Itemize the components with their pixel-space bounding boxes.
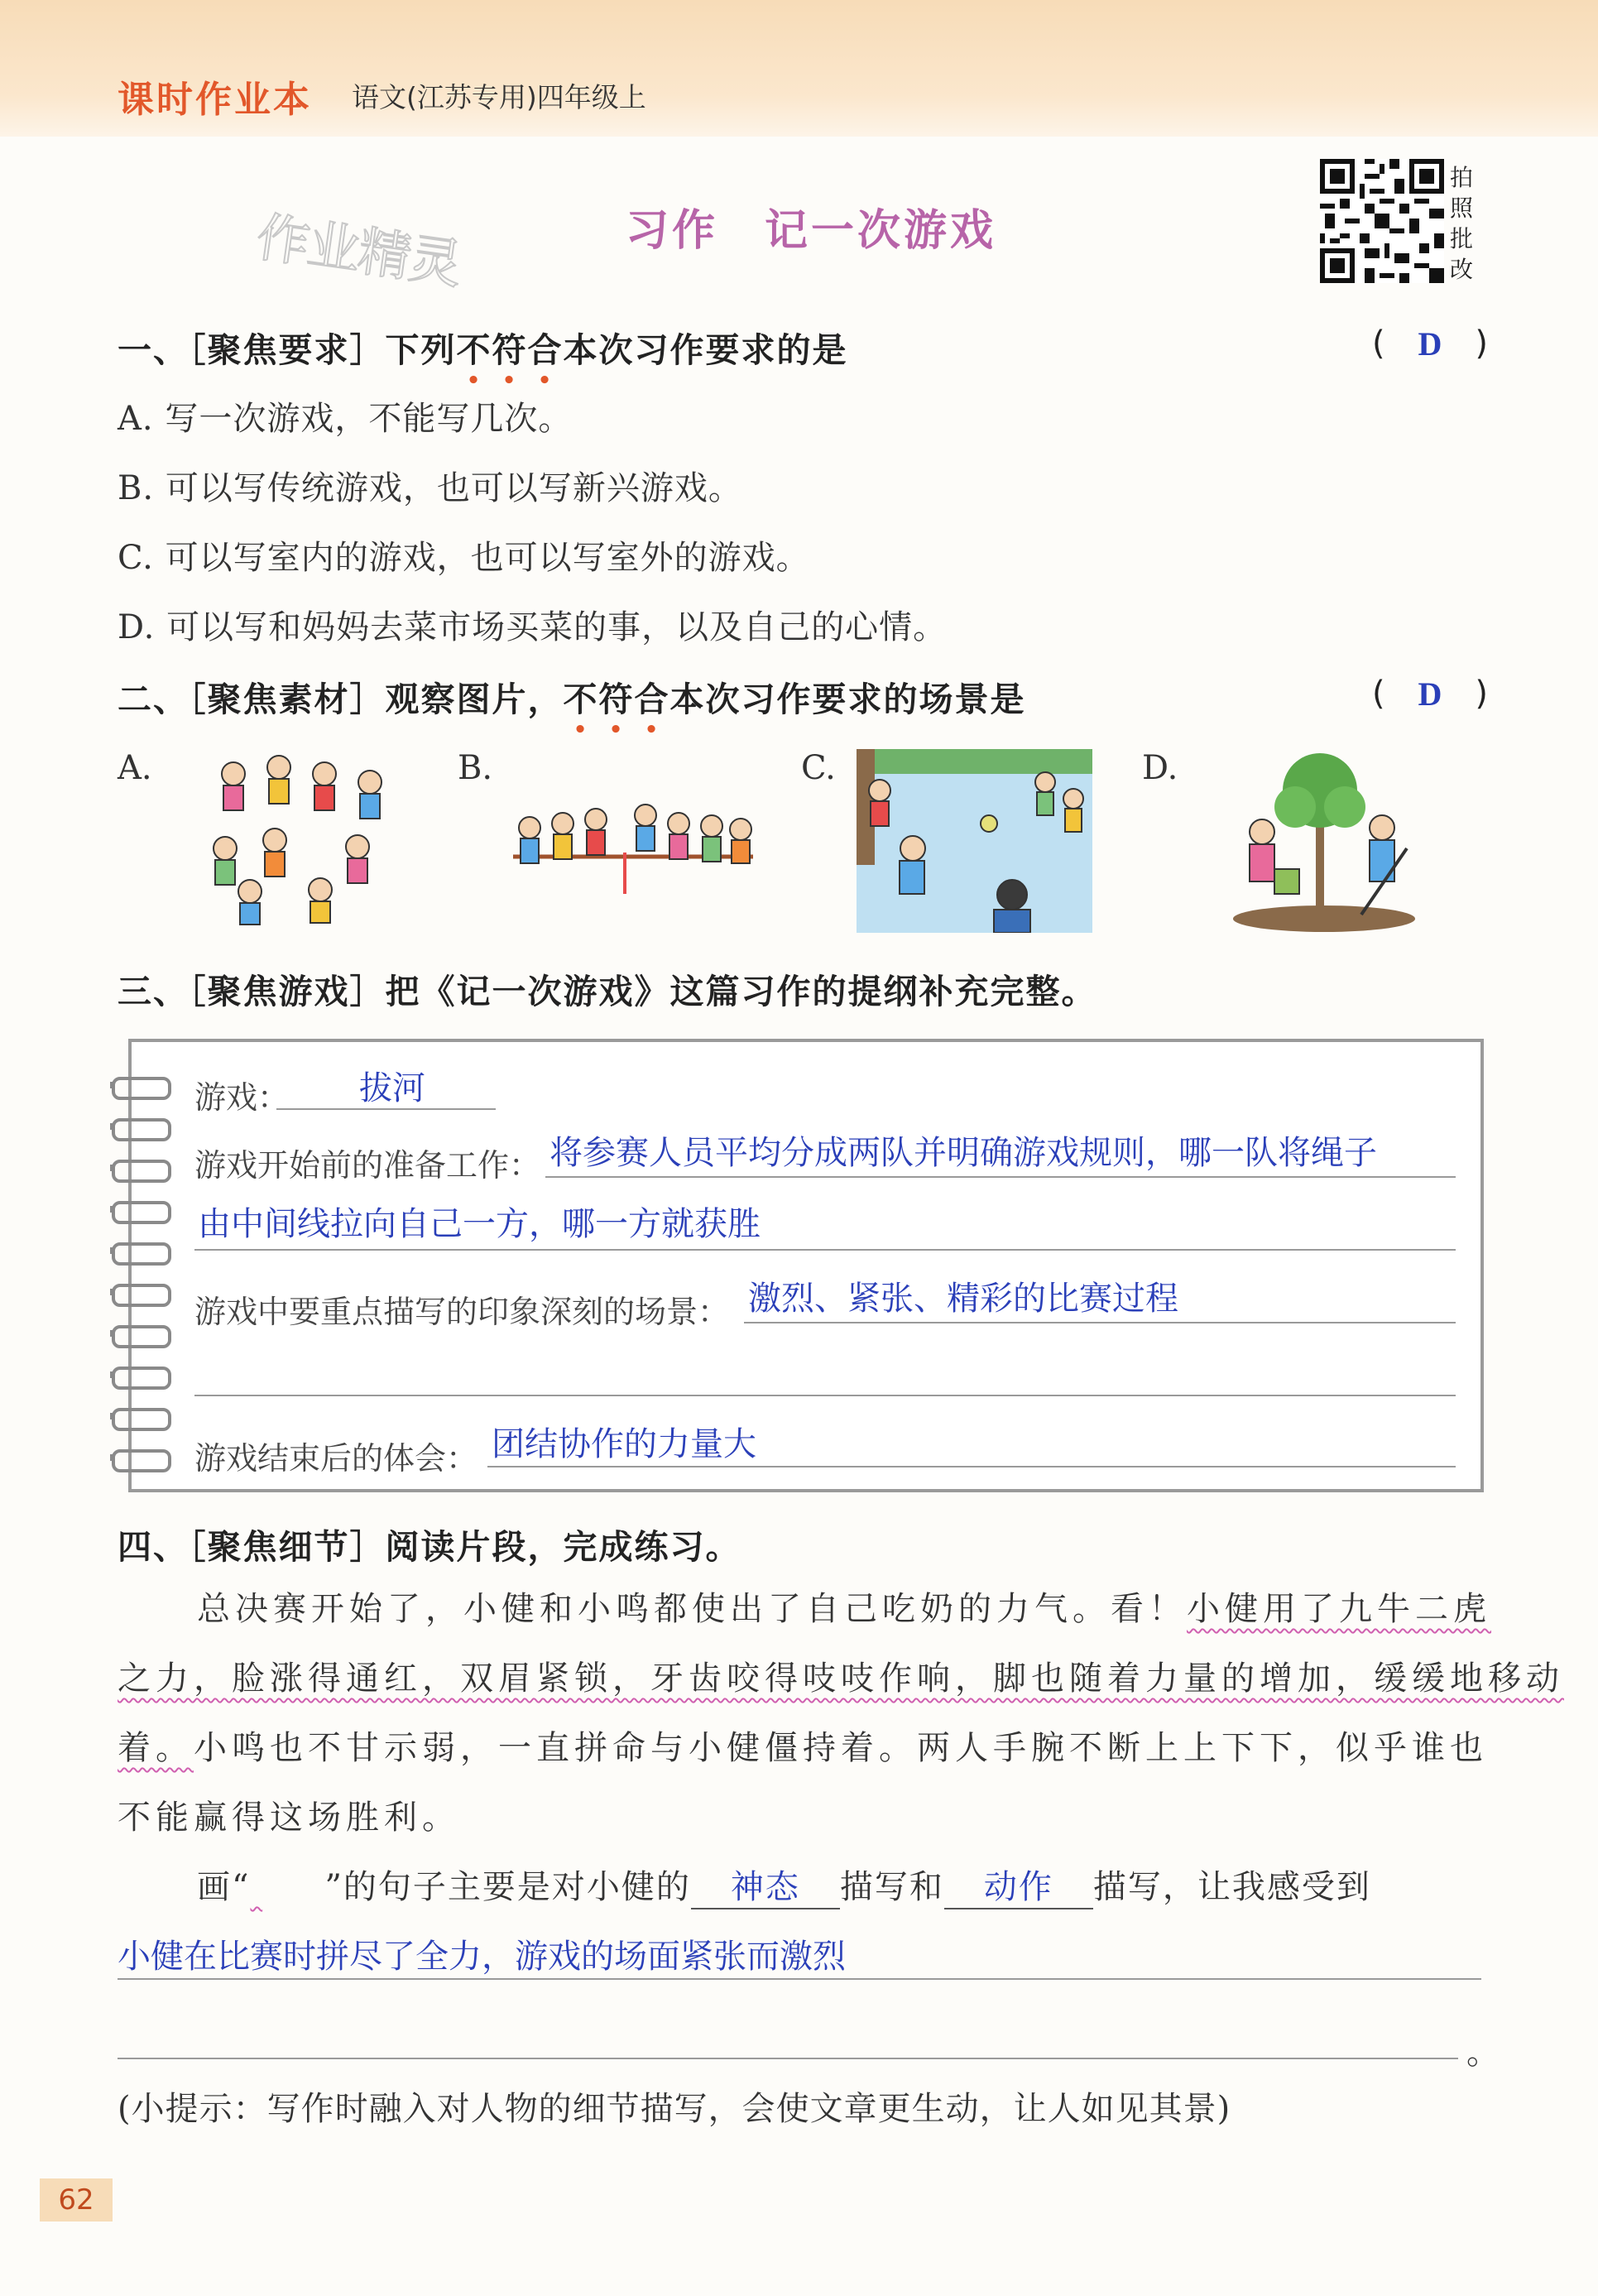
passage-line-2: 之力，脸涨得通红，双眉紧锁，牙齿咬得吱吱作响，脚也随着力量的增加，缓缓地移动 — [118, 1660, 1564, 1698]
q1-option-b: B. 可以写传统游戏，也可以写新兴游戏。 — [118, 469, 742, 507]
q1-option-d: D. 可以写和妈妈去菜市场买菜的事，以及自己的心情。 — [118, 608, 948, 646]
wavy-sample-mark — [250, 1868, 324, 1906]
q1-heading: 一、［聚焦要求］下列不符合本次习作要求的是 — [118, 330, 848, 370]
q2-answer: D — [1418, 675, 1442, 713]
feel-answer: 团结协作的力量大 — [492, 1425, 756, 1463]
blank-answer-1[interactable]: 神态 — [691, 1861, 840, 1909]
feel-label: 游戏结束后的体会： — [194, 1440, 478, 1477]
fill-in-sentence: 画“ ”的句子主要是对小健的 神态 描写和 动作 描写，让我感受到 — [197, 1861, 1371, 1909]
page-number: 62 — [40, 2178, 113, 2222]
prep-label: 游戏开始前的准备工作： — [194, 1147, 541, 1184]
binder-ring — [112, 1367, 171, 1390]
q1-option-a: A. 写一次游戏，不能写几次。 — [118, 400, 573, 438]
picture-b-tug-of-war — [509, 778, 757, 902]
binder-ring — [112, 1118, 171, 1141]
scene-answer-line-2[interactable] — [194, 1395, 1456, 1396]
picture-label-b: B. — [458, 749, 493, 787]
binder-ring — [112, 1160, 171, 1183]
blank-answer-2[interactable]: 动作 — [944, 1861, 1093, 1909]
game-answer: 拔河 — [359, 1069, 425, 1107]
qr-caption: 拍 照 批 改 — [1450, 164, 1474, 283]
picture-label-c: C. — [801, 749, 836, 787]
qr-code-icon[interactable] — [1320, 159, 1444, 283]
feel-answer-line[interactable] — [487, 1466, 1456, 1467]
picture-label-d: D. — [1142, 749, 1178, 787]
answer-line-1[interactable] — [118, 1978, 1481, 1980]
binder-ring — [112, 1077, 171, 1100]
page-title: 习作 记一次游戏 — [625, 206, 996, 256]
q1-answer-paren: ( D ) — [1372, 324, 1488, 363]
prep-answer-1: 将参赛人员平均分成两队并明确游戏规则，哪一队将绳子 — [549, 1134, 1377, 1172]
game-label: 游戏： — [194, 1079, 290, 1116]
q3-heading: 三、［聚焦游戏］把《记一次游戏》这篇习作的提纲补充完整。 — [118, 972, 1097, 1011]
picture-label-a: A. — [118, 749, 152, 787]
passage-line-3: 着。小鸣也不甘示弱，一直拼命与小健僵持着。两人手腕不断上上下下，似乎谁也 — [118, 1729, 1488, 1767]
scene-label: 游戏中要重点描写的印象深刻的场景： — [194, 1294, 730, 1330]
written-answer: 小健在比赛时拼尽了全力，游戏的场面紧张而激烈 — [118, 1938, 846, 1976]
end-period: 。 — [1466, 2034, 1500, 2072]
prep-answer-line[interactable] — [545, 1176, 1456, 1178]
picture-a-children-game — [200, 749, 403, 927]
picture-d-tree-planting — [1200, 749, 1432, 935]
prep-answer-2: 由中间线拉向自己一方，哪一方就获胜 — [198, 1205, 761, 1243]
watermark: 作业精灵 — [252, 207, 465, 296]
binder-ring — [112, 1201, 171, 1224]
binder-ring — [112, 1449, 171, 1472]
scene-answer: 激烈、紧张、精彩的比赛过程 — [748, 1280, 1178, 1318]
reading-passage — [118, 1574, 1564, 1852]
q1-answer: D — [1418, 325, 1442, 363]
writing-hint: (小提示：写作时融入对人物的细节描写，会使文章更生动，让人如见其景) — [118, 2090, 1231, 2128]
header-brand: 课时作业本 — [118, 79, 312, 121]
picture-c-ball-game — [857, 749, 1092, 933]
q4-heading: 四、［聚焦细节］阅读片段，完成练习。 — [118, 1527, 741, 1567]
prep-answer-line-2[interactable] — [194, 1249, 1456, 1251]
scene-answer-line[interactable] — [744, 1322, 1456, 1323]
answer-line-2[interactable] — [118, 2058, 1458, 2059]
passage-line-1: 总决赛开始了，小健和小鸣都使出了自己吃奶的力气。看！小健用了九牛二虎 — [197, 1590, 1491, 1628]
q2-heading: 二、［聚焦素材］观察图片，不符合本次习作要求的场景是 — [118, 680, 1026, 719]
header-subtitle: 语文(江苏专用)四年级上 — [352, 81, 646, 113]
q1-option-c: C. 可以写室内的游戏，也可以写室外的游戏。 — [118, 539, 810, 577]
binder-ring — [112, 1325, 171, 1348]
binder-ring — [112, 1242, 171, 1266]
q2-answer-paren: ( D ) — [1372, 675, 1488, 713]
binder-ring — [112, 1408, 171, 1431]
binder-ring — [112, 1284, 171, 1307]
outline-notebook — [128, 1039, 1484, 1492]
passage-line-4: 不能赢得这场胜利。 — [118, 1799, 460, 1837]
